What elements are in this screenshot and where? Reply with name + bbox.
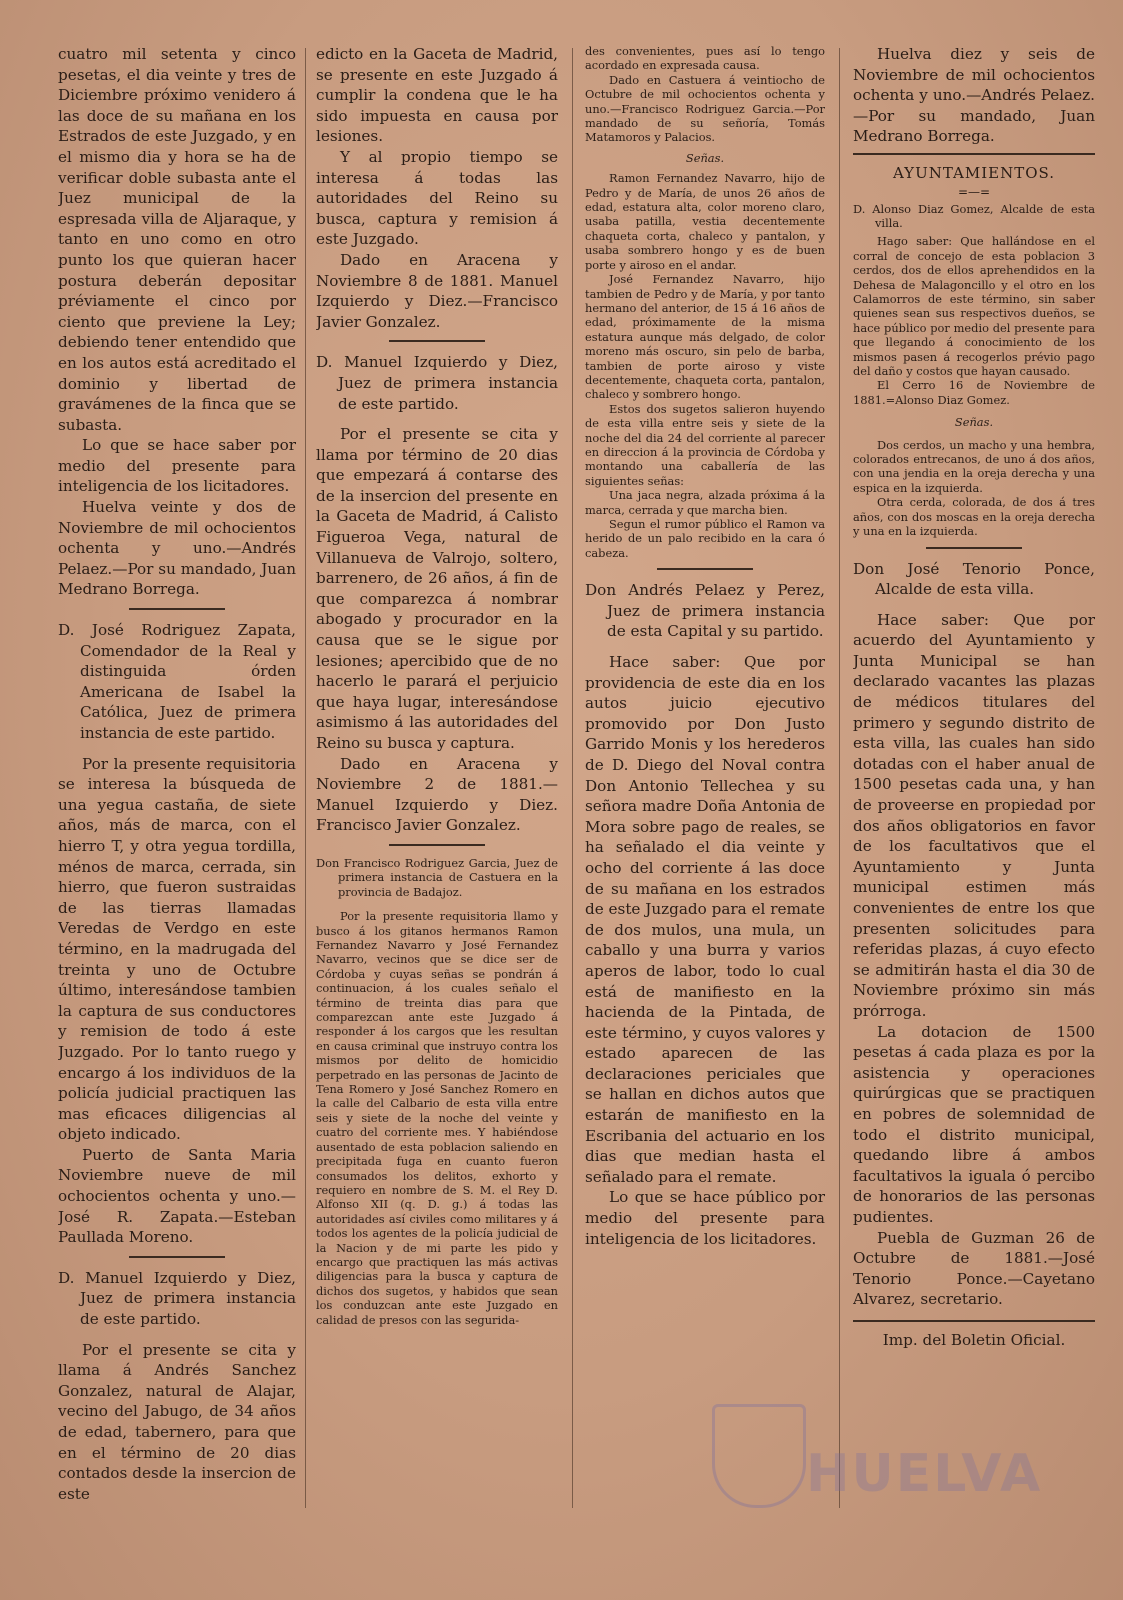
notice-heading: Don Francisco Rodriguez Garcia, Juez de primera instancia de Castuera en la provincia de Badajoz. <box>316 855 558 899</box>
paragraph: cuatro mil setenta y cinco pesetas, el dia veinte y tres de Diciembre próximo venidero á las doce de su mañana en los Estrados de este Juzgado, y en el mismo dia y hora se ha de verificar doble subasta ante el Juez municipal de la espresada villa de Aljaraque, y tanto en uno como en otro punto los que quieran hacer postura deberán depositar préviamente el cinco por ciento que previene la Ley; debiendo tener entendido que en los autos está acreditado el dominio y libertad de gravámenes de la finca que se subasta. <box>58 45 296 434</box>
paragraph: Por el presente se cita y llama á Andrés Sanchez Gonzalez, natural de Alajar, vecino del Jabugo, de 34 años de edad, tabernero, para que en el término de 20 dias contados desde la insercion de este <box>58 1340 296 1503</box>
separator-rule <box>853 1320 1095 1322</box>
separator-rule <box>926 547 1022 549</box>
paragraph: Una jaca negra, alzada próxima á la marca, cerrada y que marcha bien. <box>585 488 825 517</box>
signature-line: Huelva veinte y dos de Noviembre de mil ochocientos ochenta y uno.—Andrés Pelaez.—Por su mandado, Juan Medrano Borrega. <box>58 498 296 599</box>
section-title: AYUNTAMIENTOS. <box>892 163 1056 182</box>
signature-line: Dado en Castuera á veintiocho de Octubre de mil ochocientos ochenta y uno.—Francisco Rodriguez Garcia.—Por mandado de su señoría, Tomás Matamoros y Palacios. <box>585 72 825 145</box>
notice-heading: D. Manuel Izquierdo y Diez, Juez de primera instancia de este partido. <box>58 1268 296 1329</box>
section-label: Señas. <box>685 150 725 165</box>
column-rule <box>305 48 306 1508</box>
separator-rule <box>129 1256 225 1258</box>
paragraph: Segun el rumor público el Ramon va herido de un palo recibido en la cara ó cabeza. <box>585 517 825 560</box>
paragraph: La dotacion de 1500 pesetas á cada plaza es por la asistencia y operaciones quirúrgicas que se practiquen en pobres de solemnidad de todo el distrito municipal, quedando libre á ambos facultativos la iguala ó percibo de honorarios de las personas pudientes. <box>853 1022 1095 1226</box>
paragraph: Hace saber: Que por providencia de este dia en los autos juicio ejecutivo promovido por Don Justo Garrido Monis y los herederos de D. Diego del Noval contra Don Antonio Tellechea y su señora madre Doña Antonia de Mora sobre pago de reales, se ha señalado el dia veinte y ocho del corriente á las doce de su mañana en los estrados de este Juzgado para el remate de dos mulos, una mula, un caballo y una burra y varios aperos de labor, todo lo cual está de manifiesto en la hacienda de la Pintada, de este término, y cuyos valores y estado aparecen de las declaraciones periciales que se hallan en dichos autos que estarán de manifiesto en la Escribania del actuario en los dias que median hasta el señalado para el remate. <box>585 653 825 1186</box>
column-rule <box>839 48 840 1508</box>
paragraph: edicto en la Gaceta de Madrid, se presente en este Juzgado á cumplir la condena que le ha sido impuesta en causa por lesiones. <box>316 45 558 146</box>
column-1 <box>58 44 296 1504</box>
paragraph: José Fernandez Navarro, hijo tambien de Pedro y de María, y por tanto hermano del anterior, de 15 á 16 años de edad, próximamente de la misma estatura aunque más delgado, de color moreno más oscuro, sin pelo de barba, tambien de porte airoso y viste decentemente, chaqueta corta, pantalon, chaleco y sombrero hongo. <box>585 272 825 402</box>
notice-heading: D. Manuel Izquierdo y Diez, Juez de primera instancia de este partido. <box>316 353 558 413</box>
imprint-line: Imp. del Boletin Oficial. <box>882 1330 1066 1349</box>
paragraph: Por el presente se cita y llama por término de 20 dias que empezará á contarse des de la insercion del presente en la Gaceta de Madrid, á Calisto Figueroa Vega, natural de Villanueva de Valrojo, soltero, barrenero, de 26 años, á fin de que comparezca á nombrar abogado y procurador en la causa que se le sigue por lesiones; apercibido que de no hacerlo le parará el perjuicio que haya lugar, interesándose asimismo á las autoridades del Reino su busca y captura. <box>316 425 558 752</box>
paragraph: Lo que se hace público por medio del presente para inteligencia de los licitadores. <box>585 1188 825 1248</box>
separator-rule <box>389 844 485 846</box>
separator-rule <box>853 153 1095 155</box>
signature-line: Dado en Aracena y Noviembre 2 de 1881.—Manuel Izquierdo y Diez. Francisco Javier Gonzalez. <box>316 754 558 835</box>
separator-rule <box>657 568 753 570</box>
title-ornament: =—= <box>957 184 991 199</box>
notice-heading: Don José Tenorio Ponce, Alcalde de esta villa. <box>853 559 1095 599</box>
paragraph: Dos cerdos, un macho y una hembra, colorados entrecanos, de uno á dos años, con una jendia en la oreja derecha y una espica en la izquierda. <box>853 437 1095 495</box>
archive-watermark-emblem <box>712 1404 806 1508</box>
paragraph: Lo que se hace saber por medio del presente para inteligencia de los licitadores. <box>58 436 296 496</box>
column-rule <box>572 48 573 1508</box>
paragraph: Estos dos sugetos salieron huyendo de esta villa entre seis y siete de la noche del dia 24 del corriente al parecer en direccion á la provincia de Córdoba y montando una caballería de las siguientes señas: <box>585 401 825 488</box>
signature-line: Puebla de Guzman 26 de Octubre de 1881.—José Tenorio Ponce.—Cayetano Alvarez, secretario. <box>853 1228 1095 1309</box>
signature-line: Huelva diez y seis de Noviembre de mil ochocientos ochenta y uno.—Andrés Pelaez.—Por su mandado, Juan Medrano Borrega. <box>853 45 1095 146</box>
paragraph: Y al propio tiempo se interesa á todas las autoridades del Reino su busca, captura y remision á este Juzgado. <box>316 147 558 249</box>
section-label: Señas. <box>954 415 994 430</box>
separator-rule <box>129 608 225 610</box>
archive-watermark: HUELVA <box>806 1444 1043 1504</box>
signature-line: El Cerro 16 de Noviembre de 1881.=Alonso Diaz Gomez. <box>853 378 1095 407</box>
notice-heading: Don Andrés Pelaez y Perez, Juez de primera instancia de esta Capital y su partido. <box>585 581 825 641</box>
notice-heading: D. José Rodriguez Zapata, Comendador de la Real y distinguida órden Americana de Isabel la Católica, Juez de primera instancia de este partido. <box>58 621 296 742</box>
column-2 <box>316 44 558 1327</box>
signature-line: Dado en Aracena y Noviembre 8 de 1881. Manuel Izquierdo y Diez.—Francisco Javier Gonzalez. <box>316 250 558 331</box>
column-3 <box>585 44 825 1249</box>
paragraph: Ramon Fernandez Navarro, hijo de Pedro y de María, de unos 26 años de edad, estatura alta, color moreno claro, usaba patilla, vestia decentemente chaqueta corta, chaleco y pantalon, y usaba sombrero hongo y es de buen porte y airoso en el andar. <box>585 171 825 272</box>
paragraph: Por la presente requisitoria se interesa la búsqueda de una yegua castaña, de siete años, más de marca, con el hierro T, y otra yegua tordilla, ménos de marca, cerrada, sin hierro, que fueron sustraidas de las tierras llamadas Veredas de Verdgo en este término, en la madrugada del treinta y uno de Octubre último, interesándose tambien la captura de sus conductores y remision de todo á este Juzgado. Por lo tanto ruego y encargo á los individuos de la policía judicial practiquen las mas eficaces diligencias al objeto indicado. <box>58 754 296 1144</box>
paragraph: Por la presente requisitoria llamo y busco á los gitanos hermanos Ramon Fernandez Navarro y José Fernandez Navarro, vecinos que se dice ser de Córdoba y cuyas señas se pondrán á continuacion, á los cuales señalo el término de treinta dias para que comparezcan ante este Juzgado á responder á los cargos que les resultan en causa criminal que instruyo contra los mismos por delito de homicidio perpetrado en las personas de Jacinto de Tena Romero y José Sanchez Romero en la calle del Calbario de esta villa entre seis y siete de la noche del veinte y cuatro del corriente mes. Y habiéndose ausentado de esta poblacion saliendo en precipitada fuga en cuanto fueron consumados los delitos, exhorto y requiero en nombre de S. M. el Rey D. Alfonso XII (q. D. g.) á todas las autoridades así civiles como militares y á todos los agentes de la policía judicial de la Nacion y de mi parte les pido y encargo que practiquen las más activas diligencias para la busca y captura de dichos dos sugetos, y habidos que sean los conduzcan ante este Juzgado en calidad de presos con las segurida- <box>316 909 558 1327</box>
paragraph: des convenientes, pues así lo tengo acordado en expresada causa. <box>585 44 825 73</box>
paragraph: Hago saber: Que hallándose en el corral de concejo de esta poblacion 3 cerdos, dos de ellos aprehendidos en la Dehesa de Malagoncillo y el otro en los Calamorros de este término, sin saber quienes sean sus respectivos dueños, se hace público por medio del presente para que llegando á conocimiento de los mismos pasen á recogerlos prévio pago del daño y costos que hayan causado. <box>853 234 1095 379</box>
signature-line: Puerto de Santa Maria Noviembre nueve de mil ochocientos ochenta y uno.—José R. Zapata.—Esteban Paullada Moreno. <box>58 1145 296 1247</box>
notice-heading: D. Alonso Diaz Gomez, Alcalde de esta villa. <box>853 201 1095 230</box>
paragraph: Otra cerda, colorada, de dos á tres años, con dos moscas en la oreja derecha y una en la izquierda. <box>853 495 1095 539</box>
paragraph: Hace saber: Que por acuerdo del Ayuntamiento y Junta Municipal se han declarado vacantes las plazas de médicos titulares del primero y segundo distrito de esta villa, las cuales han sido dotadas con el haber anual de 1500 pesetas cada una, y han de proveerse en propiedad por dos años obligatorios en favor de los facultativos que el Ayuntamiento y Junta municipal estimen más convenientes de entre los que presenten solicitudes para referidas plazas, á cuyo efecto se admitirán hasta el dia 30 de Noviembre próximo sin más prórroga. <box>853 610 1095 1020</box>
separator-rule <box>389 340 485 342</box>
column-4 <box>853 44 1095 1350</box>
